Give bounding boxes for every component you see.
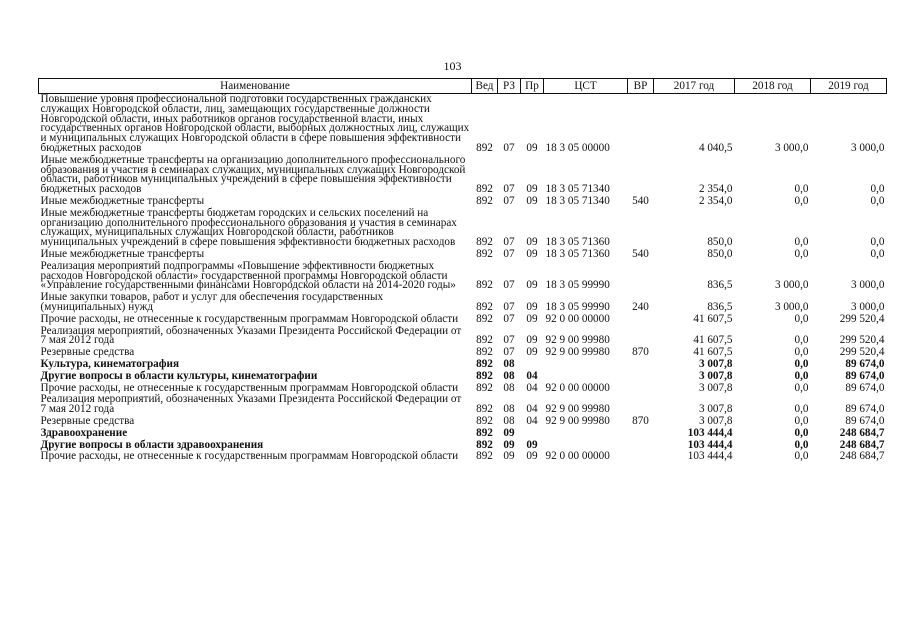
row-2017: 103 444,4 (687, 426, 733, 439)
row-name: Иные закупки товаров, работ и услуг для обеспечения государственных (муниципальных) нужд (40, 291, 384, 313)
row-2018: 3 000,0 (774, 141, 809, 154)
row-name: Резервные средства (40, 414, 135, 427)
row-cst: 92 9 00 99980 (545, 346, 610, 359)
row-2017: 2 354,0 (698, 183, 733, 196)
row-rz: 07 (503, 141, 515, 154)
row-name: Реализация мероприятий, обозначенных Указами Президента Российской Федерации от 7 мая 2012 года (40, 393, 462, 416)
row-vr: 540 (632, 194, 649, 207)
row-vr (628, 359, 654, 371)
row-rz: 08 (503, 414, 515, 427)
row-ved: 892 (476, 141, 493, 154)
row-pr: 04 (526, 381, 538, 394)
row-rz: 09 (503, 438, 515, 451)
page-number: 103 (443, 59, 462, 73)
row-ved: 892 (476, 414, 493, 427)
row-name: Иные межбюджетные трансферты на организацию дополнительного профессионального образования и участия в семинарах служащих, муниципальных служащих Новгородской области, работников муниципальных учреждений в сфере повышения эффективности бюджетных расходов (40, 153, 466, 196)
row-pr: 09 (526, 247, 538, 260)
row-cst: 18 3 05 71360 (545, 247, 610, 260)
row-2019: 89 674,0 (845, 381, 885, 394)
row-cst: 18 3 05 71340 (545, 183, 610, 196)
row-name: Иные межбюджетные трансферты (40, 247, 205, 260)
row-pr: 09 (526, 236, 538, 249)
row-2019: 3 000,0 (850, 279, 885, 292)
header-ved: Вед (472, 79, 498, 94)
row-rz: 08 (503, 403, 515, 416)
row-ved: 892 (476, 279, 493, 292)
row-pr: 09 (526, 194, 538, 207)
table-row (39, 261, 887, 292)
row-2019: 89 674,0 (845, 369, 885, 382)
row-ved: 892 (476, 183, 493, 196)
row-2019: 0,0 (870, 194, 885, 207)
row-2018: 0,0 (794, 403, 809, 416)
row-2019: 248 684,7 (839, 438, 885, 451)
row-2018: 0,0 (794, 450, 809, 463)
row-2018: 0,0 (794, 334, 809, 347)
row-rz: 07 (503, 300, 515, 313)
row-rz: 08 (503, 369, 515, 382)
row-vr: 240 (632, 300, 649, 313)
row-rz: 08 (503, 357, 515, 370)
row-ved: 892 (476, 381, 493, 394)
row-2019: 3 000,0 (850, 300, 885, 313)
row-2019: 248 684,7 (839, 426, 885, 439)
row-cst (544, 428, 628, 440)
row-rz: 09 (503, 450, 515, 463)
row-2018: 0,0 (794, 426, 809, 439)
row-2018: 0,0 (794, 194, 809, 207)
row-vr (628, 394, 654, 416)
row-2019: 0,0 (870, 183, 885, 196)
row-rz: 08 (503, 381, 515, 394)
row-2019: 89 674,0 (845, 414, 885, 427)
row-2017: 4 040,5 (698, 141, 733, 154)
row-name: Другие вопросы в области культуры, кинематографии (40, 369, 318, 382)
row-rz: 07 (503, 346, 515, 359)
row-2018: 0,0 (794, 236, 809, 249)
row-ved: 892 (476, 236, 493, 249)
header-2018: 2018 год (735, 79, 811, 94)
budget-table (38, 78, 887, 463)
row-rz: 07 (503, 236, 515, 249)
row-name: Культура, кинематография (40, 357, 179, 370)
row-vr: 540 (632, 247, 649, 260)
table-row (39, 208, 887, 249)
table-row (39, 249, 887, 261)
row-ved: 892 (476, 357, 493, 370)
row-ved: 892 (476, 300, 493, 313)
row-vr (628, 451, 654, 463)
row-vr (628, 261, 654, 292)
row-2018: 0,0 (794, 312, 809, 325)
row-2017: 850,0 (707, 236, 733, 249)
row-pr: 09 (526, 312, 538, 325)
row-rz: 07 (503, 247, 515, 260)
row-2019: 0,0 (870, 236, 885, 249)
row-vr (628, 314, 654, 326)
row-pr: 09 (526, 438, 538, 451)
row-name: Прочие расходы, не отнесенные к государственным программам Новгородской области (40, 381, 459, 394)
table-row (39, 451, 887, 463)
row-ved: 892 (476, 312, 493, 325)
row-ved: 892 (476, 438, 493, 451)
row-2018: 0,0 (794, 183, 809, 196)
row-2017: 836,5 (707, 300, 733, 313)
table-row (39, 155, 887, 196)
row-vr (628, 428, 654, 440)
row-cst: 92 9 00 99980 (545, 403, 610, 416)
row-2019: 3 000,0 (850, 141, 885, 154)
row-2019: 89 674,0 (845, 357, 885, 370)
header-vr: ВР (628, 79, 654, 94)
row-rz: 07 (503, 183, 515, 196)
row-2017: 103 444,4 (687, 438, 733, 451)
row-ved: 892 (476, 247, 493, 260)
row-rz: 07 (503, 334, 515, 347)
row-2018: 0,0 (794, 438, 809, 451)
row-name: Резервные средства (40, 346, 135, 359)
table-header-row (39, 79, 887, 94)
table-row (39, 292, 887, 314)
row-2019: 248 684,7 (839, 450, 885, 463)
header-2019: 2019 год (811, 79, 887, 94)
row-name: Прочие расходы, не отнесенные к государственным программам Новгородской области (40, 450, 459, 463)
row-vr (628, 94, 654, 155)
row-ved: 892 (476, 369, 493, 382)
row-2018: 0,0 (794, 414, 809, 427)
row-ved: 892 (476, 450, 493, 463)
table-row (39, 196, 887, 208)
row-2017: 3 007,8 (698, 369, 733, 382)
row-pr: 09 (526, 450, 538, 463)
row-pr: 04 (526, 403, 538, 416)
row-2017: 850,0 (707, 247, 733, 260)
row-pr (521, 359, 544, 371)
row-cst: 92 0 00 00000 (545, 312, 610, 325)
row-ved: 892 (476, 403, 493, 416)
row-name: Прочие расходы, не отнесенные к государственным программам Новгородской области (40, 312, 459, 325)
row-name: Реализация мероприятий, обозначенных Указами Президента Российской Федерации от 7 мая 2012 года (40, 324, 462, 347)
table-row (39, 326, 887, 348)
table-row (39, 314, 887, 326)
row-2017: 3 007,8 (698, 414, 733, 427)
header-rz: РЗ (498, 79, 521, 94)
row-cst: 92 0 00 00000 (545, 381, 610, 394)
row-vr: 870 (632, 346, 649, 359)
row-pr: 09 (526, 141, 538, 154)
row-rz: 07 (503, 279, 515, 292)
row-name: Иные межбюджетные трансферты бюджетам городских и сельских поселений на организацию дополнительного профессионального образования и участия в семинарах служащих, муниципальных служащих Новгородской области, работников муниципальных учреждений в сфере повышения эффективности бюджетных расходов (40, 206, 457, 249)
row-pr: 09 (526, 346, 538, 359)
header-2017: 2017 год (654, 79, 735, 94)
row-2018: 0,0 (794, 381, 809, 394)
row-ved: 892 (476, 426, 493, 439)
row-2018: 0,0 (794, 346, 809, 359)
row-cst: 18 3 05 99990 (545, 300, 610, 313)
row-cst: 18 3 05 00000 (545, 141, 610, 154)
row-cst (544, 359, 628, 371)
row-2018: 0,0 (794, 369, 809, 382)
row-vr (628, 326, 654, 348)
row-vr (628, 155, 654, 196)
row-2017: 3 007,8 (698, 357, 733, 370)
row-cst: 18 3 05 99990 (545, 279, 610, 292)
row-vr (628, 440, 654, 452)
table-row (39, 371, 887, 383)
row-ved: 892 (476, 346, 493, 359)
header-pr: Пр (521, 79, 544, 94)
row-2017: 836,5 (707, 279, 733, 292)
row-2019: 299 520,4 (839, 312, 885, 325)
row-2017: 41 607,5 (693, 312, 733, 325)
row-ved: 892 (476, 334, 493, 347)
row-rz: 07 (503, 312, 515, 325)
row-cst: 92 9 00 99980 (545, 334, 610, 347)
row-2019: 89 674,0 (845, 403, 885, 416)
row-2019: 299 520,4 (839, 346, 885, 359)
row-pr: 09 (526, 279, 538, 292)
header-name: Наименование (39, 79, 472, 94)
row-pr (521, 428, 544, 440)
row-name: Здравоохранение (40, 426, 128, 439)
row-2017: 3 007,8 (698, 381, 733, 394)
row-cst: 18 3 05 71340 (545, 194, 610, 207)
row-vr (628, 383, 654, 395)
row-rz: 09 (503, 426, 515, 439)
row-2019: 299 520,4 (839, 334, 885, 347)
row-2018: 0,0 (794, 357, 809, 370)
header-cst: ЦСТ (544, 79, 628, 94)
row-2017: 41 607,5 (693, 346, 733, 359)
row-2017: 3 007,8 (698, 403, 733, 416)
table-row (39, 94, 887, 155)
row-cst: 92 0 00 00000 (545, 450, 610, 463)
row-cst: 92 9 00 99980 (545, 414, 610, 427)
row-vr (628, 208, 654, 249)
row-pr: 04 (526, 369, 538, 382)
row-2017: 41 607,5 (693, 334, 733, 347)
row-name: Другие вопросы в области здравоохранения (40, 438, 264, 451)
row-name: Реализация мероприятий подпрограммы «Повышение эффективности бюджетных расходов Новгородской области» государственной программы Новгородской области «Управление государственными финансами Новгородской области на 2014-2020 годы» (40, 259, 456, 292)
row-rz: 07 (503, 194, 515, 207)
table-row (39, 428, 887, 440)
table-row (39, 416, 887, 428)
table-row (39, 359, 887, 371)
row-pr: 09 (526, 300, 538, 313)
row-name: Повышение уровня профессиональной подготовки государственных гражданских служащих Новгородской области, лиц, замещающих государственные должности Новгородской области, иных работников органов государственной власти, иных государственных органов Новгородской области, выборных должностных лиц, служащих и муниципальных служащих Новгородской области в сфере повышения эффективности бюджетных расходов (40, 93, 470, 154)
row-cst (544, 371, 628, 383)
table-row (39, 394, 887, 416)
row-2018: 0,0 (794, 247, 809, 260)
row-pr: 09 (526, 334, 538, 347)
row-pr: 04 (526, 414, 538, 427)
row-vr (628, 371, 654, 383)
row-pr: 09 (526, 183, 538, 196)
table-body (39, 94, 887, 464)
row-2018: 3 000,0 (774, 300, 809, 313)
row-2017: 2 354,0 (698, 194, 733, 207)
row-ved: 892 (476, 194, 493, 207)
row-name: Иные межбюджетные трансферты (40, 194, 205, 207)
row-2017: 103 444,4 (687, 450, 733, 463)
row-2018: 3 000,0 (774, 279, 809, 292)
row-vr: 870 (632, 414, 649, 427)
row-cst: 18 3 05 71360 (545, 236, 610, 249)
row-2019: 0,0 (870, 247, 885, 260)
